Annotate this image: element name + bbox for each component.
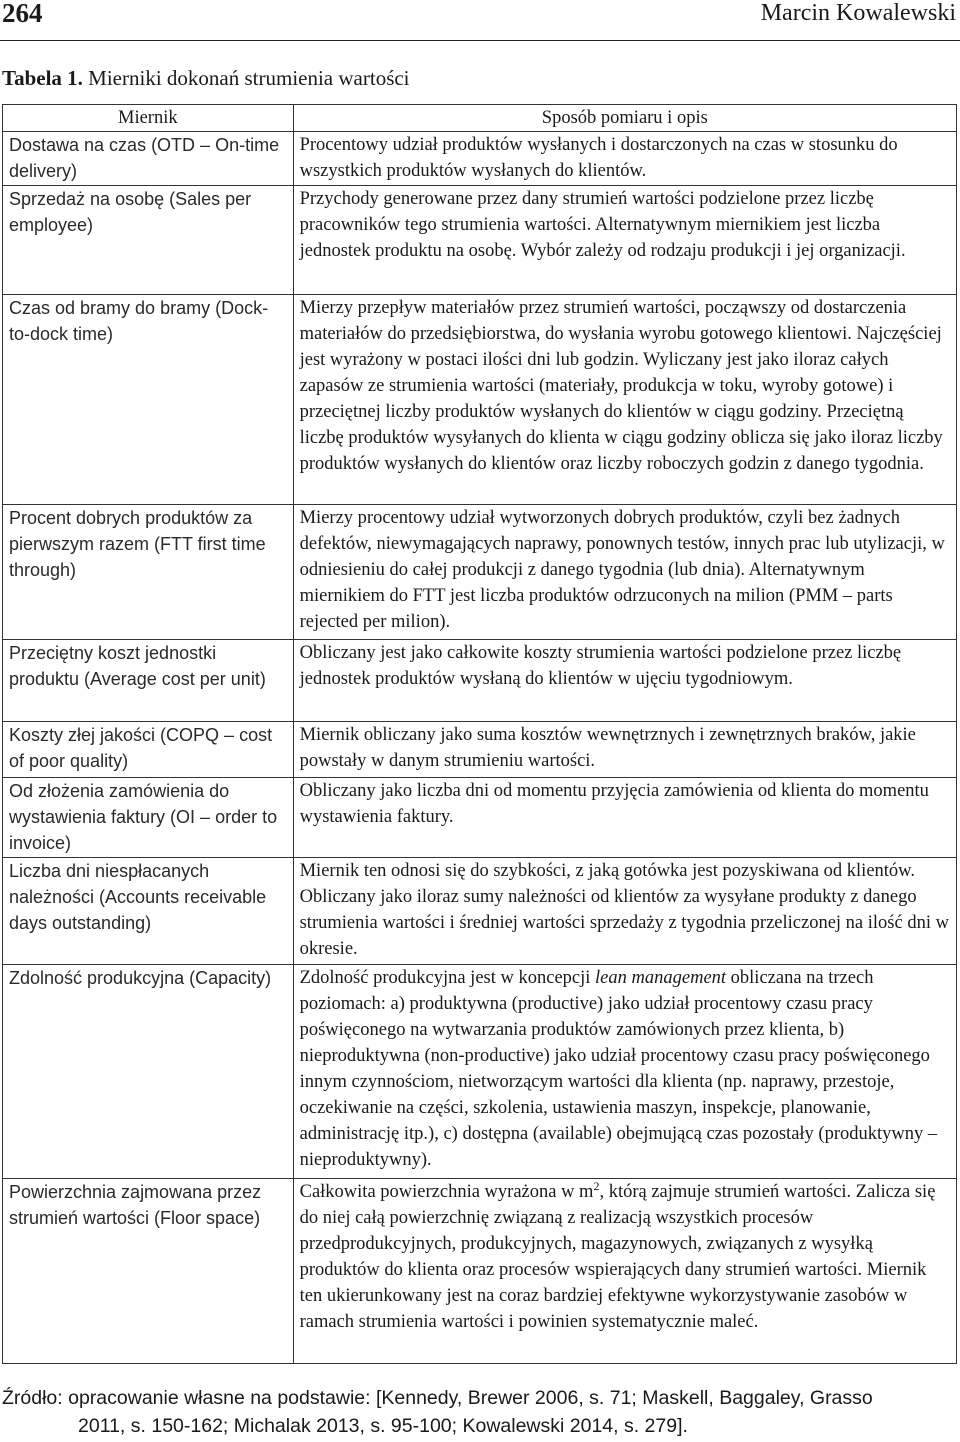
description-text: obliczana na trzech poziomach: a) produktywna (productive) jako udział procentowy czasu pracy poświęconego na wytwarzania produktów zamówionych przez klienta, b) nieproduktywna (non-productive) jako udział procentowy czasu pracy poświęconego innym czynnościom, nietworzącym wartości dla klienta (np. naprawy, przestoje, oczekiwanie na części, szkolenia, ustawienia maszyn, inspekcje, planowanie, administrację itp.), c) dostępna (available) obejmującą czas pozostały (produktywny – nieproduktywny). xyxy=(299,967,938,1170)
metric-name: Powierzchnia zajmowana przez strumień wartości (Floor space) xyxy=(3,1179,294,1364)
metric-description: Miernik obliczany jako suma kosztów wewnętrznych i zewnętrznych braków, jakie powstały w danym strumieniu wartości. xyxy=(293,721,956,777)
table-row xyxy=(3,186,957,294)
running-head-author: Marcin Kowalewski xyxy=(760,0,956,26)
table-row xyxy=(3,294,957,505)
metric-name: Od złożenia zamówienia do wystawienia faktury (OI – order to invoice) xyxy=(3,778,294,858)
metric-description: Obliczany jako liczba dni od momentu przyjęcia zamówienia od klienta do momentu wystawienia faktury. xyxy=(293,778,956,858)
metric-description: Przychody generowane przez dany strumień wartości podzielone przez liczbę pracowników tego strumienia wartości. Alternatywnym miernikiem jest liczba jednostek produktu na osobę. Wybór zależy od rodzaju produkcji i jej organizacji. xyxy=(293,186,956,294)
description-text: , którą zajmuje strumień wartości. Zalicza się do niej całą powierzchnię związaną z realizacją wszystkich procesów przedprodukcyjnych, produkcyjnych, magazynowych, związanych z wysyłką produktów do klienta oraz procesów wspierających dany strumień wartości. Miernik ten ukierunkowany jest na coraz bardziej efektywne wykorzystywanie zasobów w ramach strumienia wartości i powinien systematycznie maleć. xyxy=(299,1182,936,1333)
page-header xyxy=(0,0,960,41)
superscript: 2 xyxy=(593,1179,600,1194)
metric-description: Mierzy procentowy udział wytworzonych dobrych produktów, czyli bez żadnych defektów, niewymagających naprawy, ponownych testów, innych prac lub utylizacji, w odniesieniu do całej produkcji z danego tygodnia (lub dnia). Alternatywnym miernikiem do FTT jest liczba produktów odrzuconych na milion (PMM – parts rejected per milion). xyxy=(293,505,956,639)
table-caption-label: Tabela 1. xyxy=(2,66,83,90)
source-note xyxy=(2,1384,957,1440)
table-row xyxy=(3,858,957,964)
metric-description xyxy=(293,964,956,1179)
table-caption-title: Mierniki dokonań strumienia wartości xyxy=(88,66,410,90)
metrics-table xyxy=(2,104,957,1364)
metric-description: Mierzy przepływ materiałów przez strumień wartości, począwszy od dostarczenia materiałów do przedsiębiorstwa, do wysłania wyrobu gotowego klientowi. Najczęściej jest wyrażony w postaci ilości dni lub godzin. Wyliczany jest jako iloraz całych zapasów ze strumienia wartości (materiały, produkcja w toku, wyroby gotowe) i przeciętnej liczby produktów wysłanych do klientów w ciągu godziny. Przeciętną liczbę produktów wysyłanych do klienta w ciągu godziny oblicza się jako iloraz liczby produktów wysłanych do klientów oraz liczby roboczych godzin z danego tygodnia. xyxy=(293,294,956,505)
table-row xyxy=(3,721,957,777)
metric-name: Liczba dni niespłacanych należności (Accounts receivable days outstanding) xyxy=(3,858,294,964)
table-row xyxy=(3,639,957,721)
metric-name: Procent dobrych produktów za pierwszym razem (FTT first time through) xyxy=(3,505,294,639)
table-row xyxy=(3,778,957,858)
metric-name: Sprzedaż na osobę (Sales per employee) xyxy=(3,186,294,294)
col-header-description: Sposób pomiaru i opis xyxy=(293,105,956,132)
metric-description: Obliczany jest jako całkowite koszty strumienia wartości podzielone przez liczbę jednostek produktów wysłaną do klientów w ujęciu tygodniowym. xyxy=(293,639,956,721)
metric-name: Koszty złej jakości (COPQ – cost of poor quality) xyxy=(3,721,294,777)
source-line-2: 2011, s. 150-162; Michalak 2013, s. 95-100; Kowalewski 2014, s. 279]. xyxy=(78,1415,688,1437)
description-text: Zdolność produkcyjna jest w koncepcji xyxy=(299,967,596,988)
metric-description xyxy=(293,1179,956,1364)
table-row xyxy=(3,1179,957,1364)
metric-name: Czas od bramy do bramy (Dock-to-dock time) xyxy=(3,294,294,505)
table-row xyxy=(3,505,957,639)
table-header-row xyxy=(3,105,957,132)
col-header-metric: Miernik xyxy=(3,105,294,132)
description-text: Całkowita powierzchnia wyrażona w m xyxy=(299,1182,594,1203)
table-row xyxy=(3,964,957,1179)
table-row xyxy=(3,132,957,186)
metric-name: Dostawa na czas (OTD – On-time delivery) xyxy=(3,132,294,186)
page-number: 264 xyxy=(2,0,43,28)
metric-name: Przeciętny koszt jednostki produktu (Average cost per unit) xyxy=(3,639,294,721)
source-line-1: Źródło: opracowanie własne na podstawie: [Kennedy, Brewer 2006, s. 71; Maskell, Baggaley, Grasso xyxy=(2,1387,873,1409)
metric-name: Zdolność produkcyjna (Capacity) xyxy=(3,964,294,1179)
table-caption xyxy=(2,66,410,91)
metric-description: Miernik ten odnosi się do szybkości, z jaką gotówka jest pozyskiwana od klientów. Obliczany jako iloraz sumy należności od klientów za wysyłane produkty z danego strumienia wartości i średniej wartości sprzedaży z tygodnia przeliczonej na ilość dni w okresie. xyxy=(293,858,956,964)
description-emphasis: lean management xyxy=(595,967,727,988)
metric-description: Procentowy udział produktów wysłanych i dostarczonych na czas w stosunku do wszystkich produktów wysłanych do klientów. xyxy=(293,132,956,186)
